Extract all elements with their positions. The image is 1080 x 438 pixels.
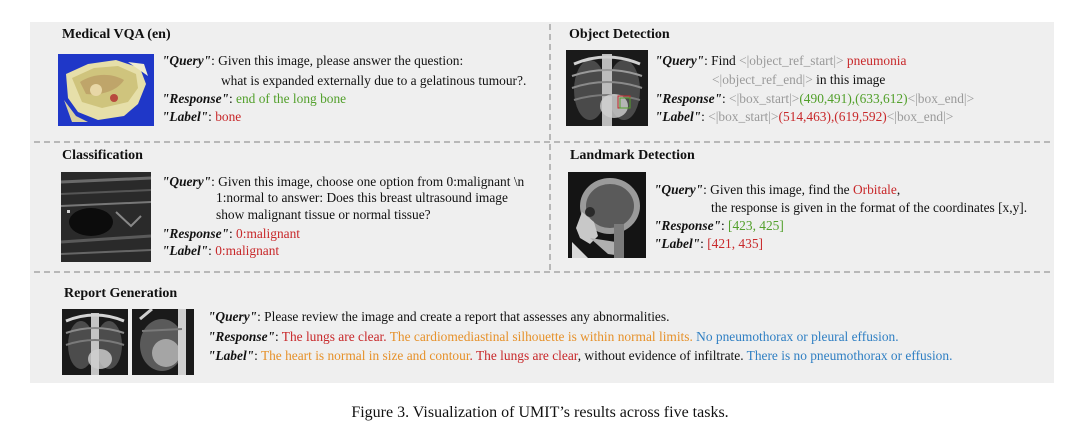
landmark-label-line bbox=[654, 235, 763, 253]
classification-label-keyword: "Label" bbox=[162, 243, 209, 258]
detection-query-keyword: "Query" bbox=[655, 53, 705, 68]
landmark-query-text-2: the response is given in the format of the coordinates [x,y]. bbox=[711, 200, 1028, 215]
detection-label-line bbox=[655, 108, 953, 126]
vqa-query-keyword: "Query" bbox=[162, 53, 212, 68]
detection-chest-xray-image bbox=[566, 50, 648, 126]
vqa-label-value: bone bbox=[215, 109, 242, 124]
detection-query-text-1: : Find bbox=[704, 53, 740, 68]
classification-query-text-2: 1:normal to answer: Does this breast ultrasound image bbox=[216, 190, 508, 205]
vqa-query-text-2: what is expanded externally due to a gelatinous tumour?. bbox=[221, 73, 527, 88]
vqa-response-line bbox=[162, 90, 346, 108]
landmark-response-line bbox=[654, 217, 784, 235]
vqa-query-line-1 bbox=[162, 52, 463, 70]
separator-row1 bbox=[34, 141, 1050, 143]
landmark-query-line-2 bbox=[711, 199, 1027, 217]
landmark-response-separator: : bbox=[720, 218, 729, 233]
landmark-response-value: [423, 425] bbox=[728, 218, 784, 233]
detection-object-ref-end-token: <|object_ref_end|> bbox=[712, 72, 813, 87]
vqa-label-keyword: "Label" bbox=[162, 109, 209, 124]
detection-response-box-end-token: <|box_end|> bbox=[907, 91, 975, 106]
vqa-response-separator: : bbox=[228, 91, 237, 106]
classification-response-line bbox=[162, 225, 300, 243]
classification-query-text-3: show malignant tissue or normal tissue? bbox=[216, 207, 431, 222]
detection-label-coords: (514,463),(619,592) bbox=[778, 109, 887, 124]
report-label-keyword: "Label" bbox=[208, 348, 255, 363]
detection-response-separator: : bbox=[721, 91, 730, 106]
classification-label-separator: : bbox=[208, 243, 216, 258]
report-label-segment-4: There is no pneumothorax or effusion. bbox=[743, 348, 953, 363]
landmark-query-text-1: : Given this image, find the bbox=[703, 182, 853, 197]
classification-response-value: 0:malignant bbox=[236, 226, 300, 241]
classification-title: Classification bbox=[62, 148, 143, 163]
report-label-segment-3: , without evidence of infiltrate. bbox=[577, 348, 744, 363]
separator-row2 bbox=[34, 271, 1050, 273]
report-query-text: : Please review the image and create a report that assesses any abnormalities. bbox=[257, 309, 670, 324]
classification-query-text-1: : Given this image, choose one option from 0:malignant \n bbox=[211, 174, 525, 189]
vqa-label-line bbox=[162, 108, 241, 126]
report-query-keyword: "Query" bbox=[208, 309, 258, 324]
detection-query-target: pneumonia bbox=[843, 53, 907, 68]
classification-query-keyword: "Query" bbox=[162, 174, 212, 189]
detection-query-text-2: in this image bbox=[812, 72, 886, 87]
report-label-line bbox=[208, 347, 952, 365]
detection-label-box-start-token: <|box_start|> bbox=[708, 109, 779, 124]
report-query-line bbox=[208, 308, 669, 326]
landmark-query-line-1 bbox=[654, 181, 900, 199]
vqa-response-keyword: "Response" bbox=[162, 91, 229, 106]
report-label-segment-2: . The lungs are clear bbox=[469, 348, 578, 363]
classification-ultrasound-image bbox=[61, 172, 151, 262]
report-lateral-xray-image bbox=[132, 309, 194, 375]
report-response-line bbox=[208, 328, 899, 346]
vqa-label-separator: : bbox=[208, 109, 216, 124]
vqa-response-value: end of the long bone bbox=[236, 91, 347, 106]
vqa-query-line-2 bbox=[221, 72, 526, 90]
classification-query-line-2 bbox=[216, 189, 508, 207]
detection-title: Object Detection bbox=[569, 27, 670, 42]
detection-response-box-start-token: <|box_start|> bbox=[729, 91, 800, 106]
vqa-specimen-image bbox=[58, 54, 154, 126]
classification-label-value: 0:malignant bbox=[215, 243, 280, 258]
landmark-label-value: [421, 435] bbox=[707, 236, 763, 251]
classification-response-separator: : bbox=[228, 226, 237, 241]
report-response-segment-2: The cardiomediastinal silhouette is within normal limits. bbox=[386, 329, 693, 344]
landmark-label-separator: : bbox=[700, 236, 708, 251]
landmark-response-keyword: "Response" bbox=[654, 218, 721, 233]
landmark-skull-xray-image bbox=[568, 172, 646, 258]
detection-response-line bbox=[655, 90, 974, 108]
report-label-segment-1: The heart is normal in size and contour bbox=[260, 348, 470, 363]
classification-query-line-3 bbox=[216, 206, 431, 224]
detection-query-line-1 bbox=[655, 52, 906, 70]
detection-label-keyword: "Label" bbox=[655, 109, 702, 124]
vqa-title: Medical VQA (en) bbox=[62, 27, 171, 42]
report-response-keyword: "Response" bbox=[208, 329, 275, 344]
detection-object-ref-start-token: <|object_ref_start|> bbox=[739, 53, 844, 68]
separator-column bbox=[549, 24, 551, 270]
report-title: Report Generation bbox=[64, 286, 178, 301]
report-response-segment-3: No pneumothorax or pleural effusion. bbox=[692, 329, 899, 344]
landmark-title: Landmark Detection bbox=[570, 148, 695, 163]
report-response-separator: : bbox=[274, 329, 282, 344]
landmark-query-target: Orbitale bbox=[852, 182, 897, 197]
detection-response-keyword: "Response" bbox=[655, 91, 722, 106]
report-label-separator: : bbox=[254, 348, 261, 363]
detection-label-separator: : bbox=[701, 109, 709, 124]
classification-response-keyword: "Response" bbox=[162, 226, 229, 241]
landmark-query-keyword: "Query" bbox=[654, 182, 704, 197]
classification-label-line bbox=[162, 242, 279, 260]
figure-caption: Figure 3. Visualization of UMIT’s results across five tasks. bbox=[351, 404, 729, 421]
detection-query-line-2 bbox=[712, 71, 885, 89]
landmark-label-keyword: "Label" bbox=[654, 236, 701, 251]
report-frontal-xray-image bbox=[62, 309, 128, 375]
vqa-query-text-1: : Given this image, please answer the question: bbox=[211, 53, 464, 68]
report-response-segment-1: The lungs are clear. bbox=[281, 329, 387, 344]
detection-label-box-end-token: <|box_end|> bbox=[886, 109, 954, 124]
landmark-query-comma: , bbox=[896, 182, 901, 197]
detection-response-coords: (490,491),(633,612) bbox=[799, 91, 908, 106]
